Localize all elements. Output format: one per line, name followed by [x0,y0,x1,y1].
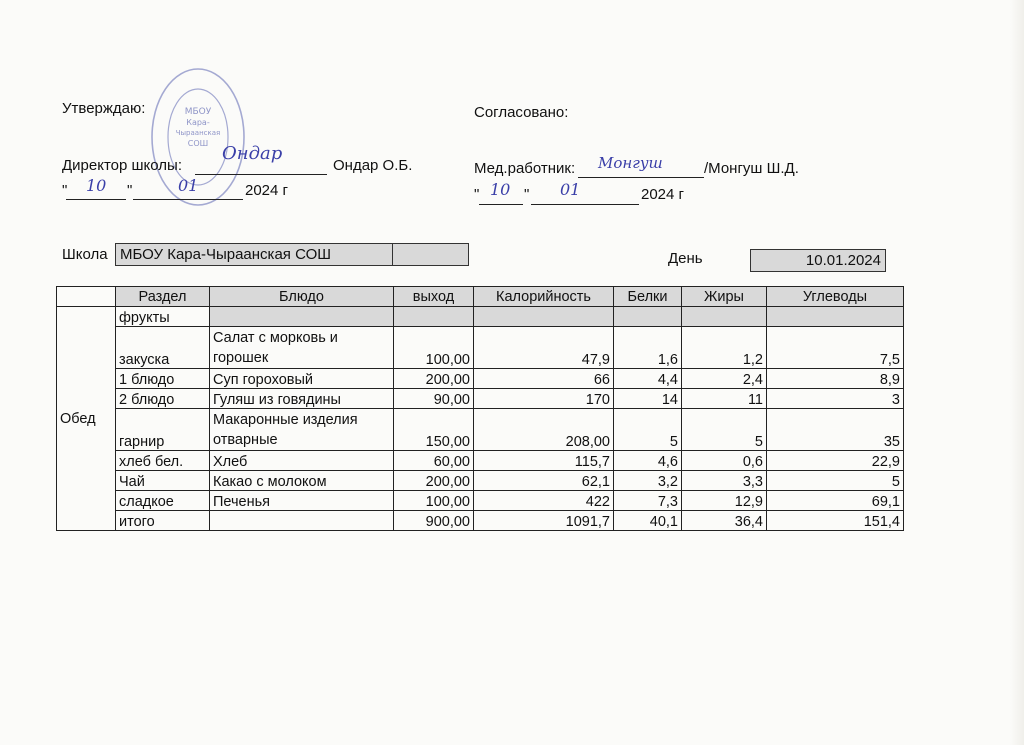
director-day-line [66,199,126,200]
medic-date-year: 2024 г [641,186,685,203]
row-fat: 2,4 [682,369,767,389]
approve-label: Утверждаю: [62,100,146,117]
stamp-line-3: Чыраанская [175,129,221,137]
row-carbs: 151,4 [767,511,904,531]
menu-table [56,286,904,531]
medic-month-line [531,204,639,205]
table-header-row [57,287,904,307]
row-kcal [474,307,614,327]
director-date-quote-open: " [62,182,68,199]
director-date-year: 2024 г [245,182,289,199]
row-protein: 7,3 [614,491,682,511]
row-kcal: 66 [474,369,614,389]
row-protein: 5 [614,409,682,451]
row-dish: Какао с молоком [210,471,394,491]
table-row [57,491,904,511]
row-dish: Печенья [210,491,394,511]
medic-signature: Монгуш [598,154,663,172]
row-fat: 3,3 [682,471,767,491]
row-yield: 200,00 [394,369,474,389]
row-yield: 90,00 [394,389,474,409]
row-section: гарнир [116,409,210,451]
row-fat: 5 [682,409,767,451]
director-date-month: 01 [178,176,199,195]
day-label: День [668,250,703,267]
header-section: Раздел [116,287,210,307]
medic-date-month: 01 [560,180,581,199]
table-row [57,327,904,369]
row-yield: 100,00 [394,327,474,369]
row-fat: 12,9 [682,491,767,511]
medic-date-day: 10 [490,180,511,199]
row-carbs: 7,5 [767,327,904,369]
medic-day-line [479,204,523,205]
row-protein: 4,4 [614,369,682,389]
medic-date-quote-open: " [474,186,480,203]
row-section: хлеб бел. [116,451,210,471]
paper-edge [1010,0,1024,745]
row-yield: 200,00 [394,471,474,491]
meal-label: Обед [57,307,116,531]
table-row [57,389,904,409]
row-carbs: 5 [767,471,904,491]
director-date-quote-close: " [127,182,133,199]
stamp-line-1: МБОУ [184,107,212,117]
row-yield: 150,00 [394,409,474,451]
row-fat: 11 [682,389,767,409]
medic-label: Мед.работник: [474,160,576,177]
row-dish: Макаронные изделия отварные [210,409,394,451]
header-yield: выход [394,287,474,307]
row-fat: 0,6 [682,451,767,471]
header-fat: Жиры [682,287,767,307]
stamp-line-4: СОШ [187,139,209,148]
row-section: фрукты [116,307,210,327]
row-section: итого [116,511,210,531]
school-extra-cell [392,243,469,266]
table-row [57,471,904,491]
row-carbs: 3 [767,389,904,409]
header-carbs: Углеводы [767,287,904,307]
school-label: Школа [62,246,108,263]
row-section: 2 блюдо [116,389,210,409]
row-section: закуска [116,327,210,369]
header-dish: Блюдо [210,287,394,307]
director-signature: Ондар [222,143,283,164]
row-kcal: 170 [474,389,614,409]
row-fat [682,307,767,327]
header-kcal: Калорийность [474,287,614,307]
table-row [57,451,904,471]
row-dish [210,511,394,531]
row-carbs: 22,9 [767,451,904,471]
row-kcal: 208,00 [474,409,614,451]
row-protein [614,307,682,327]
row-fat: 1,2 [682,327,767,369]
row-dish: Гуляш из говядины [210,389,394,409]
row-carbs: 69,1 [767,491,904,511]
row-dish: Суп гороховый [210,369,394,389]
row-carbs: 35 [767,409,904,451]
row-kcal: 1091,7 [474,511,614,531]
row-carbs [767,307,904,327]
table-row [57,307,904,327]
day-value: 10.01.2024 [750,249,886,272]
header-protein: Белки [614,287,682,307]
row-protein: 1,6 [614,327,682,369]
row-section: Чай [116,471,210,491]
medic-signature-line [578,177,704,178]
row-yield [394,307,474,327]
director-month-line [133,199,243,200]
row-section: сладкое [116,491,210,511]
row-dish: Хлеб [210,451,394,471]
director-signature-line [195,174,327,175]
corner-cell [57,287,116,307]
medic-date-quote-close: " [524,186,530,203]
row-kcal: 115,7 [474,451,614,471]
director-label: Директор школы: [62,157,182,174]
row-section: 1 блюдо [116,369,210,389]
table-total-row [57,511,904,531]
row-kcal: 47,9 [474,327,614,369]
row-yield: 100,00 [394,491,474,511]
row-protein: 40,1 [614,511,682,531]
medic-name: /Монгуш Ш.Д. [704,160,799,177]
row-protein: 14 [614,389,682,409]
row-protein: 3,2 [614,471,682,491]
director-date-day: 10 [86,176,107,195]
agreed-label: Согласовано: [474,104,569,121]
row-yield: 900,00 [394,511,474,531]
stamp-line-2: Кара- [186,118,210,127]
row-kcal: 62,1 [474,471,614,491]
row-kcal: 422 [474,491,614,511]
director-name: Ондар О.Б. [333,157,413,174]
row-protein: 4,6 [614,451,682,471]
row-fat: 36,4 [682,511,767,531]
row-yield: 60,00 [394,451,474,471]
table-row [57,409,904,451]
table-row [57,369,904,389]
row-carbs: 8,9 [767,369,904,389]
row-dish [210,307,394,327]
row-dish: Салат с морковь и горошек [210,327,394,369]
school-value: МБОУ Кара-Чыраанская СОШ [115,243,393,266]
